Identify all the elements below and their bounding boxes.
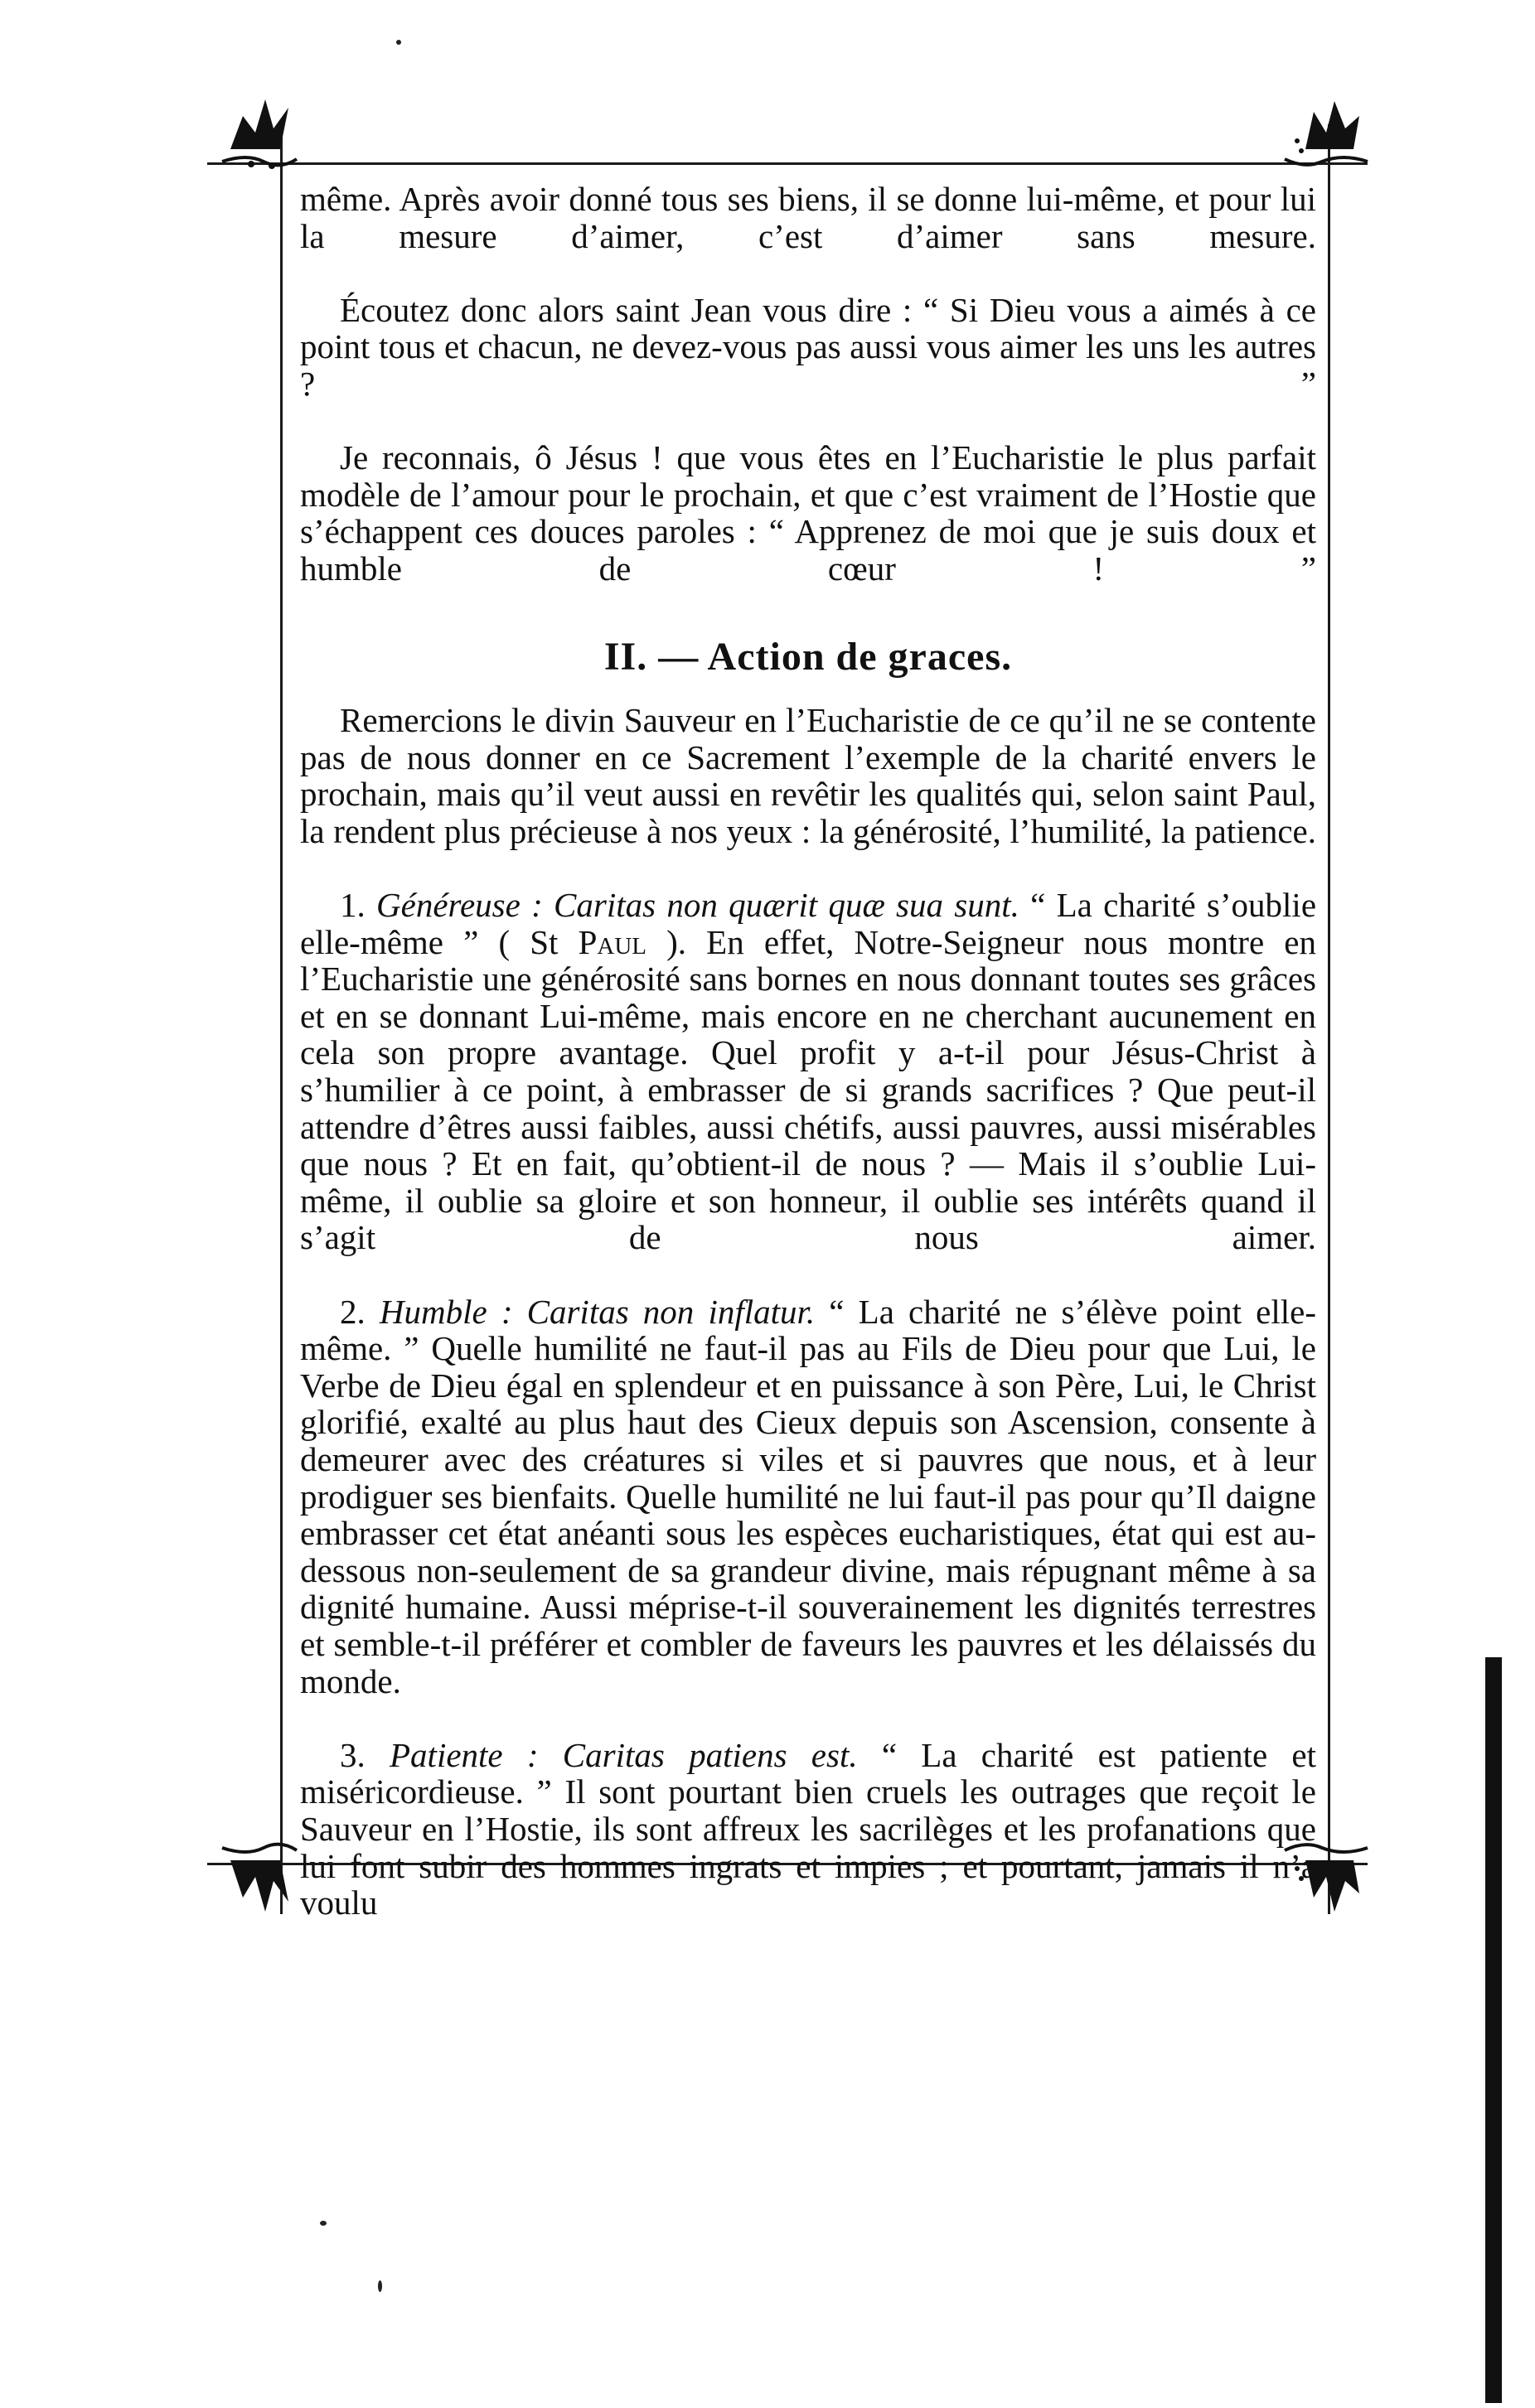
item-lead: Généreuse : Caritas non quærit quæ sua sunt.: [376, 886, 1019, 925]
item-lead: Patiente : Caritas patiens est.: [390, 1735, 858, 1774]
list-item: [300, 887, 1316, 1293]
item-number: 1.: [340, 886, 366, 925]
scan-speck: [378, 2280, 382, 2292]
floral-corner-ornament-icon: [1281, 83, 1372, 174]
paragraph: même. Après avoir donné tous ses biens, il se donne lui-même, et pour lui la mesure d’aimer, c’est d’aimer sans mesure.: [300, 180, 1316, 255]
section-intro: Remercions le divin Sauveur en l’Eucharistie de ce qu’il ne se contente pas de nous donner en ce Sacrement l’exemple de la charité envers le prochain, mais qu’il veut aussi en revêtir les qualités qui, selon saint Paul, la rendent plus précieuse à nos yeux : la générosité, l’humilité, la patience.: [300, 701, 1316, 850]
floral-corner-ornament-icon: [214, 1835, 305, 1927]
frame-top-rule: [207, 162, 1368, 165]
item-text: “ La charité est patiente et miséricordieuse. ” Il sont pourtant bien cruels les outrages que reçoit le Sauveur en l’Hostie, ils sont affreux les sacrilèges et les profanations que lui font subir des hommes ingrats et impies ; et pourtant, jamais il n’a voulu: [300, 1735, 1317, 1922]
frame-left-rule: [280, 124, 283, 1914]
item-lead: Humble : Caritas non inflatur.: [379, 1292, 816, 1331]
list-item: [300, 1293, 1316, 1737]
item-number: 2.: [340, 1292, 366, 1331]
list-item: [300, 1737, 1316, 1922]
page-text: [300, 181, 1316, 1922]
item-number: 3.: [340, 1735, 366, 1774]
section-heading: II. — Action de graces.: [603, 635, 1013, 679]
floral-corner-ornament-icon: [214, 83, 305, 174]
item-text: “ La charité s’oublie elle-même ” ( St: [300, 886, 1317, 961]
item-text: ). En effet, Notre-Seigneur nous montre en l’Eucharistie une générosité sans bornes en nous donnant toutes ses grâces et en se donnant Lui-même, mais encore en ne cherchant aucunement en cela son propre avantage. Quel profit y a-t-il pour Jésus-Christ à s’humilier à ce point, à embrasser de si grands sacrifices ? Que peut-il attendre d’êtres aussi faibles, aussi chétifs, aussi pauvres, aussi misérables que nous ? Et en fait, qu’obtient-il de nous ? — Mais il s’oublie Lui-même, il oublie sa gloire et son honneur, il oublie ses intérêts quand il s’agit de nous aimer.: [300, 922, 1316, 1257]
item-text: “ La charité ne s’élève point elle-même. ” Quelle humilité ne faut-il pas au Fils de Dieu pour que Lui, le Verbe de Dieu égal en splendeur et en puissance à son Père, Lui, le Christ glorifié, exalté au plus haut des Cieux depuis son Ascension, consente à demeurer avec des créatures si viles et si pauvres que nous, et à leur prodiguer ses bienfaits. Quelle humilité ne lui faut-il pas pour qu’Il daigne embrasser cet état anéanti sous les espèces eucharistiques, état qui est au-dessous non-seulement de sa grandeur divine, mais répugnant même à sa dignité humaine. Aussi méprise-t-il souverainement les dignités terrestres et semble-t-il préférer et combler de faveurs les pauvres et les délaissés du monde.: [300, 1292, 1317, 1700]
scan-speck: [320, 2221, 327, 2226]
scan-edge-bar: [1485, 1657, 1502, 2403]
scan-speck: [396, 40, 401, 45]
paragraph: Écoutez donc alors saint Jean vous dire : “ Si Dieu vous a aimés à ce point tous et chacun, ne devez-vous pas aussi vous aimer les uns les autres ? ”: [300, 290, 1316, 403]
frame-right-rule: [1328, 124, 1330, 1914]
item-smallcaps: Paul: [578, 922, 646, 961]
paragraph: Je reconnais, ô Jésus ! que vous êtes en l’Eucharistie le plus parfait modèle de l’amour pour le prochain, et que c’est vraiment de l’Hostie que s’échappent ces douces paroles : “ Apprenez de moi que je suis doux et humble de cœur ! ”: [300, 438, 1316, 587]
